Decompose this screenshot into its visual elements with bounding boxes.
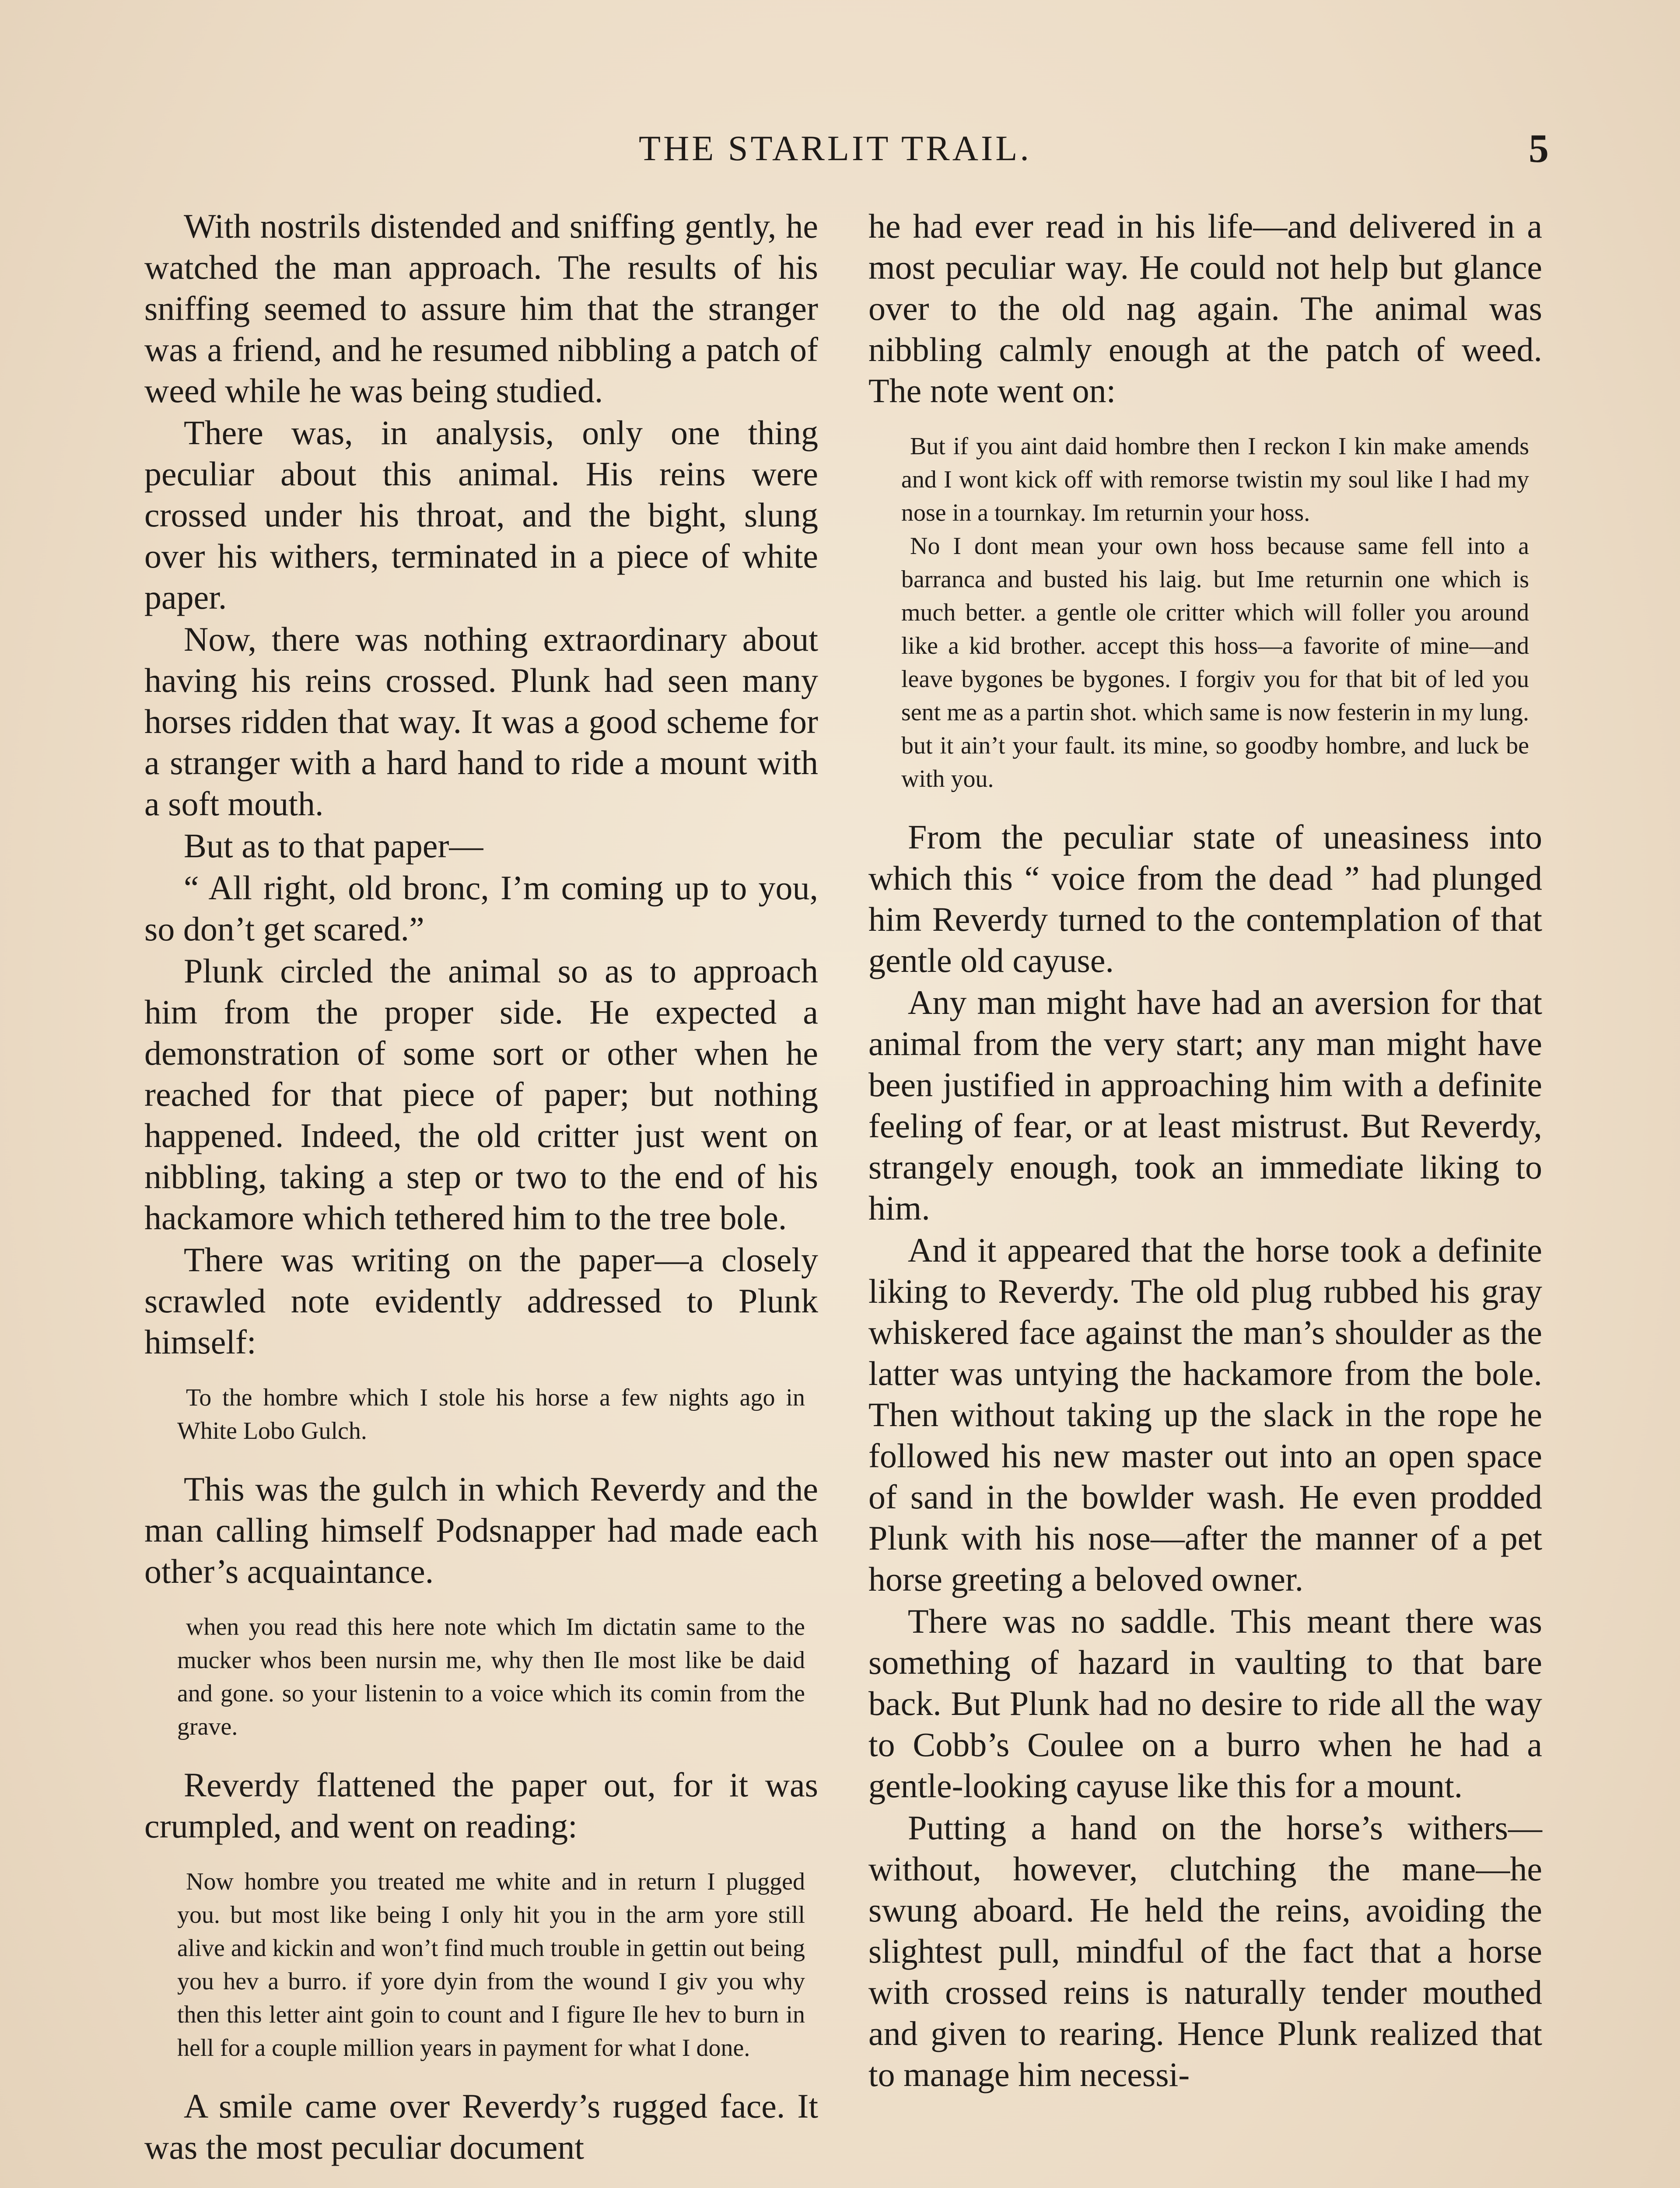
quote-text: Now hombre you treated me white and in return I plugged you. but most like being I only hit you in the arm yore still alive and kickin and won’t find much trouble in gettin out being you hev a burro. if yore dyin from the wound I giv you why then this letter aint goin to count and I figure Ile hev to burn in hell for a couple million years in payment for what I done.: [177, 1868, 805, 2062]
quote-text: No I dont mean your own hoss because same fell into a barranca and busted his laig. but Ime returnin one which is much better. a gentle ole critter which will foller you around like a kid brother. accept this hoss—a favorite of mine—and leave bygones be bygones. I forgiv you for that bit of led you sent me as a partin shot. which same is now festerin in my lung. but it ain’t your fault. its mine, so goodby hombre, and luck be with you.: [901, 533, 1529, 792]
page-number: 5: [1529, 126, 1549, 171]
paragraph: Reverdy flattened the paper out, for it was crumpled, and went on reading:: [144, 1766, 818, 1845]
paragraph: he had ever read in his life—and delivered in a most peculiar way. He could not help but glance over to the old nag again. The animal was nibbling calmly enough at the patch of weed. The note went on:: [868, 207, 1542, 410]
quote-text: when you read this here note which Im dictatin same to the mucker whos been nursin me, why then Ile most like be daid and gone. so your listenin to a voice which its comin from the grave.: [177, 1613, 805, 1740]
quote-text: But if you aint daid hombre then I reckon I kin make amends and I wont kick off with remorse twistin my soul like I had my nose in a tournkay. Im returnin your hoss.: [901, 433, 1529, 526]
paragraph: With nostrils distended and sniffing gently, he watched the man approach. The results of his sniffing seemed to assure him that the stranger was a friend, and he resumed nibbling a patch of weed while he was being studied.: [144, 207, 818, 410]
paragraph: And it appeared that the horse took a definite liking to Reverdy. The old plug rubbed his gray whiskered face against the man’s shoulder as the latter was untying the hackamore from the bole. Then without taking up the slack in the rope he followed his new master out into an open space of sand in the bowlder wash. He even prodded Plunk with his nose—after the manner of a pet horse greeting a beloved owner.: [868, 1231, 1542, 1598]
paragraph: A smile came over Reverdy’s rugged face. It was the most peculiar document: [144, 2087, 818, 2166]
paragraph: There was, in analysis, only one thing peculiar about this animal. His reins were crossed under his throat, and the bight, slung over his withers, terminated in a piece of white paper.: [144, 414, 818, 616]
running-title: THE STARLIT TRAIL.: [639, 128, 1032, 168]
letter-quote: [177, 1865, 805, 2065]
paragraph: Plunk circled the animal so as to approach him from the proper side. He expected a demonstration of some sort or other when he reached for that piece of paper; but nothing happened. Indeed, the old critter just went on nibbling, taking a step or two to the end of his hackamore which tethered him to the tree bole.: [144, 952, 818, 1237]
paragraph: Putting a hand on the horse’s withers—without, however, clutching the mane—he swung aboard. He held the reins, avoiding the slightest pull, mindful of the fact that a horse with crossed reins is naturally tender mouthed and given to rearing. Hence Plunk realized that to manage him necessi-: [868, 1809, 1542, 2093]
paragraph: But as to that paper—: [184, 827, 483, 865]
paragraph: This was the gulch in which Reverdy and the man calling himself Podsnapper had made each other’s acquaintance.: [144, 1470, 818, 1590]
paragraph: There was writing on the paper—a closely scrawled note evidently addressed to Plunk himself:: [144, 1241, 818, 1361]
letter-quote: [901, 430, 1529, 796]
paragraph: “ All right, old bronc, I’m coming up to you, so don’t get scared.”: [144, 869, 818, 948]
quote-text: To the hombre which I stole his horse a few nights ago in White Lobo Gulch.: [177, 1384, 805, 1445]
right-column: [868, 206, 1542, 2095]
letter-quote: [177, 1381, 805, 1448]
left-column: [144, 206, 818, 2168]
page-header: [149, 128, 1549, 176]
paragraph: From the peculiar state of uneasiness into which this “ voice from the dead ” had plunged him Reverdy turned to the contemplation of that gentle old cayuse.: [868, 818, 1542, 979]
letter-quote: [177, 1610, 805, 1743]
paragraph: Any man might have had an aversion for that animal from the very start; any man might have been justified in approaching him with a definite feeling of fear, or at least mistrust. But Reverdy, strangely enough, took an immediate liking to him.: [868, 983, 1542, 1227]
paragraph: There was no saddle. This meant there was something of hazard in vaulting to that bare back. But Plunk had no desire to ride all the way to Cobb’s Coulee on a burro when he had a gentle-looking cayuse like this for a mount.: [868, 1602, 1542, 1805]
paragraph: Now, there was nothing extraordinary about having his reins crossed. Plunk had seen many horses ridden that way. It was a good scheme for a stranger with a hard hand to ride a mount with a soft mouth.: [144, 620, 818, 823]
